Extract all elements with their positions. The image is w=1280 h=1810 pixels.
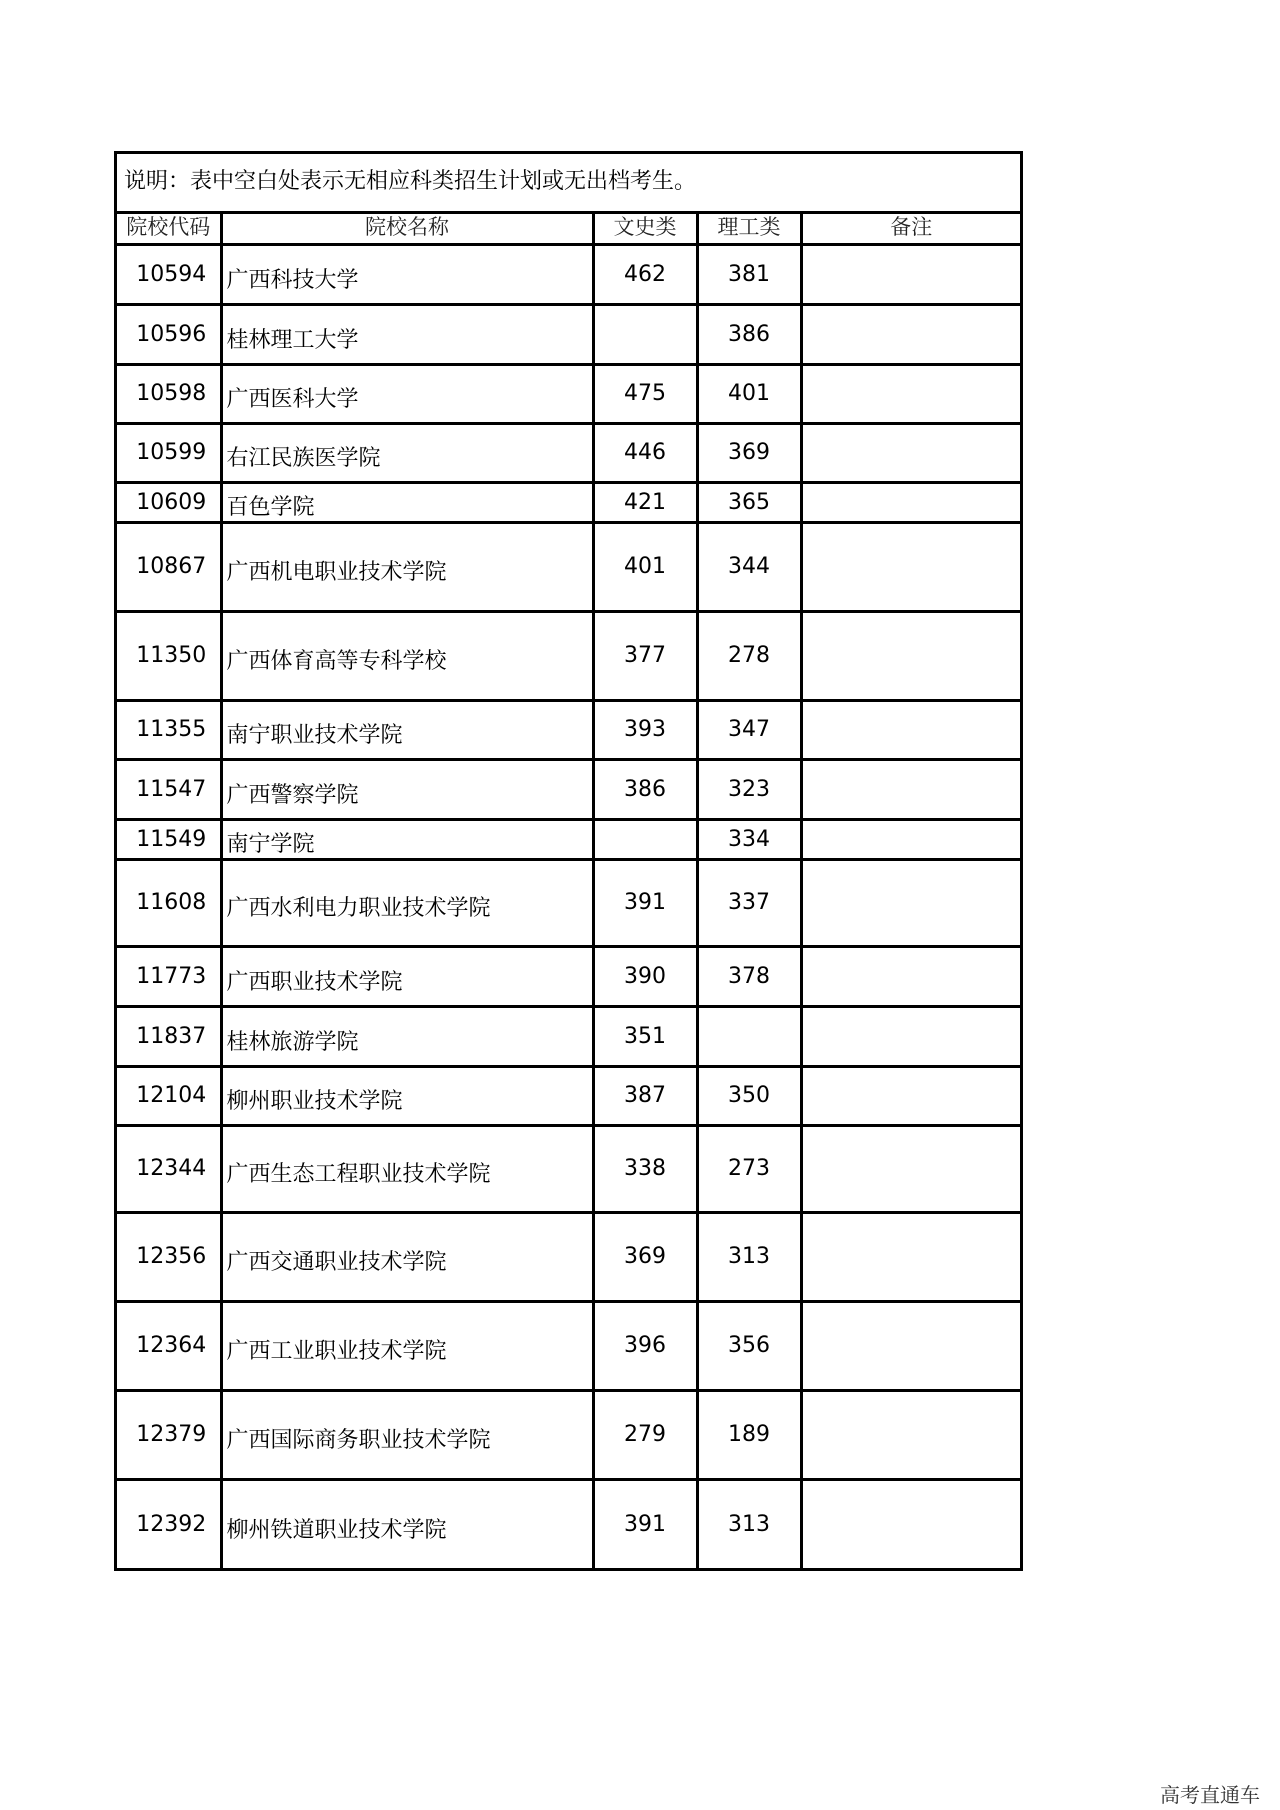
cell-arts bbox=[593, 304, 697, 364]
cell-remark bbox=[801, 819, 1020, 859]
cell-arts bbox=[593, 819, 697, 859]
table-row bbox=[117, 364, 1020, 423]
cell-remark bbox=[801, 244, 1020, 304]
cell-science: 278 bbox=[697, 611, 801, 700]
cell-science: 344 bbox=[697, 522, 801, 611]
cell-arts: 338 bbox=[593, 1125, 697, 1212]
cell-code: 11608 bbox=[117, 859, 221, 946]
cell-code: 12392 bbox=[117, 1479, 221, 1568]
table-row bbox=[117, 946, 1020, 1006]
cell-arts: 393 bbox=[593, 700, 697, 759]
cell-arts: 377 bbox=[593, 611, 697, 700]
cell-remark bbox=[801, 1301, 1020, 1390]
cell-remark bbox=[801, 423, 1020, 482]
cell-science: 189 bbox=[697, 1390, 801, 1479]
table-note: 说明：表中空白处表示无相应科类招生计划或无出档考生。 bbox=[117, 154, 1020, 214]
cell-name: 桂林旅游学院 bbox=[221, 1006, 593, 1066]
cell-arts: 401 bbox=[593, 522, 697, 611]
cell-name: 广西警察学院 bbox=[221, 759, 593, 819]
cell-arts: 386 bbox=[593, 759, 697, 819]
cell-code: 10609 bbox=[117, 482, 221, 522]
cell-name: 广西医科大学 bbox=[221, 364, 593, 423]
table-row bbox=[117, 1301, 1020, 1390]
table-row bbox=[117, 611, 1020, 700]
table-row bbox=[117, 304, 1020, 364]
header-row bbox=[117, 214, 1020, 244]
table-row bbox=[117, 482, 1020, 522]
cell-code: 11547 bbox=[117, 759, 221, 819]
cell-code: 12344 bbox=[117, 1125, 221, 1212]
table-row bbox=[117, 522, 1020, 611]
header-name: 院校名称 bbox=[221, 214, 593, 244]
cell-name: 柳州铁道职业技术学院 bbox=[221, 1479, 593, 1568]
header-arts: 文史类 bbox=[593, 214, 697, 244]
cell-code: 10594 bbox=[117, 244, 221, 304]
table-row bbox=[117, 1479, 1020, 1568]
cell-code: 11350 bbox=[117, 611, 221, 700]
cell-science: 347 bbox=[697, 700, 801, 759]
cell-science: 337 bbox=[697, 859, 801, 946]
table-row bbox=[117, 1125, 1020, 1212]
table-row bbox=[117, 859, 1020, 946]
cell-science: 356 bbox=[697, 1301, 801, 1390]
cell-code: 12356 bbox=[117, 1212, 221, 1301]
table-row bbox=[117, 1390, 1020, 1479]
cell-name: 柳州职业技术学院 bbox=[221, 1066, 593, 1125]
cell-remark bbox=[801, 522, 1020, 611]
cell-science: 401 bbox=[697, 364, 801, 423]
cell-name: 广西职业技术学院 bbox=[221, 946, 593, 1006]
score-table bbox=[117, 214, 1020, 1568]
table-row bbox=[117, 819, 1020, 859]
cell-remark bbox=[801, 759, 1020, 819]
table-row bbox=[117, 1006, 1020, 1066]
cell-code: 11773 bbox=[117, 946, 221, 1006]
cell-code: 10867 bbox=[117, 522, 221, 611]
cell-science: 369 bbox=[697, 423, 801, 482]
cell-name: 南宁学院 bbox=[221, 819, 593, 859]
cell-name: 百色学院 bbox=[221, 482, 593, 522]
footer-watermark: 高考直通车 bbox=[1160, 1783, 1260, 1807]
cell-science: 365 bbox=[697, 482, 801, 522]
header-code: 院校代码 bbox=[117, 214, 221, 244]
cell-remark bbox=[801, 1212, 1020, 1301]
cell-code: 11549 bbox=[117, 819, 221, 859]
cell-name: 南宁职业技术学院 bbox=[221, 700, 593, 759]
table-row bbox=[117, 423, 1020, 482]
cell-name: 右江民族医学院 bbox=[221, 423, 593, 482]
cell-science: 334 bbox=[697, 819, 801, 859]
cell-arts: 396 bbox=[593, 1301, 697, 1390]
cell-code: 12104 bbox=[117, 1066, 221, 1125]
table-row bbox=[117, 759, 1020, 819]
cell-arts: 391 bbox=[593, 1479, 697, 1568]
cell-science: 386 bbox=[697, 304, 801, 364]
cell-remark bbox=[801, 700, 1020, 759]
cell-arts: 351 bbox=[593, 1006, 697, 1066]
cell-name: 广西交通职业技术学院 bbox=[221, 1212, 593, 1301]
cell-code: 12379 bbox=[117, 1390, 221, 1479]
header-science: 理工类 bbox=[697, 214, 801, 244]
cell-remark bbox=[801, 304, 1020, 364]
cell-remark bbox=[801, 611, 1020, 700]
table-row bbox=[117, 700, 1020, 759]
cell-remark bbox=[801, 1125, 1020, 1212]
score-table-sheet bbox=[114, 151, 1023, 1571]
cell-name: 广西国际商务职业技术学院 bbox=[221, 1390, 593, 1479]
cell-code: 11837 bbox=[117, 1006, 221, 1066]
cell-code: 11355 bbox=[117, 700, 221, 759]
cell-remark bbox=[801, 1006, 1020, 1066]
cell-science: 323 bbox=[697, 759, 801, 819]
cell-arts: 390 bbox=[593, 946, 697, 1006]
cell-name: 桂林理工大学 bbox=[221, 304, 593, 364]
cell-arts: 446 bbox=[593, 423, 697, 482]
header-remark: 备注 bbox=[801, 214, 1020, 244]
cell-science bbox=[697, 1006, 801, 1066]
cell-arts: 279 bbox=[593, 1390, 697, 1479]
cell-science: 350 bbox=[697, 1066, 801, 1125]
table-row bbox=[117, 244, 1020, 304]
cell-name: 广西工业职业技术学院 bbox=[221, 1301, 593, 1390]
table-row bbox=[117, 1066, 1020, 1125]
cell-remark bbox=[801, 364, 1020, 423]
cell-science: 313 bbox=[697, 1212, 801, 1301]
cell-arts: 421 bbox=[593, 482, 697, 522]
cell-remark bbox=[801, 1390, 1020, 1479]
cell-arts: 391 bbox=[593, 859, 697, 946]
cell-remark bbox=[801, 482, 1020, 522]
cell-remark bbox=[801, 1066, 1020, 1125]
cell-code: 10598 bbox=[117, 364, 221, 423]
cell-remark bbox=[801, 1479, 1020, 1568]
cell-arts: 475 bbox=[593, 364, 697, 423]
cell-remark bbox=[801, 859, 1020, 946]
cell-remark bbox=[801, 946, 1020, 1006]
cell-science: 313 bbox=[697, 1479, 801, 1568]
cell-arts: 387 bbox=[593, 1066, 697, 1125]
cell-name: 广西科技大学 bbox=[221, 244, 593, 304]
cell-science: 378 bbox=[697, 946, 801, 1006]
cell-code: 12364 bbox=[117, 1301, 221, 1390]
cell-name: 广西机电职业技术学院 bbox=[221, 522, 593, 611]
cell-name: 广西体育高等专科学校 bbox=[221, 611, 593, 700]
cell-name: 广西生态工程职业技术学院 bbox=[221, 1125, 593, 1212]
cell-code: 10599 bbox=[117, 423, 221, 482]
cell-arts: 369 bbox=[593, 1212, 697, 1301]
cell-arts: 462 bbox=[593, 244, 697, 304]
cell-code: 10596 bbox=[117, 304, 221, 364]
table-row bbox=[117, 1212, 1020, 1301]
cell-science: 273 bbox=[697, 1125, 801, 1212]
cell-science: 381 bbox=[697, 244, 801, 304]
table-body bbox=[117, 244, 1020, 1568]
cell-name: 广西水利电力职业技术学院 bbox=[221, 859, 593, 946]
